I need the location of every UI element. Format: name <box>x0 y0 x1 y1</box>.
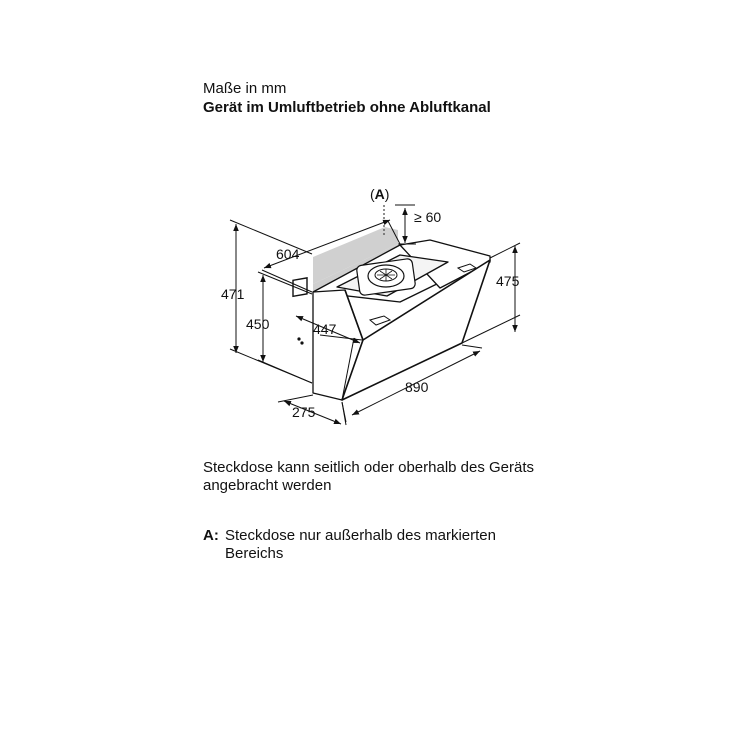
dimension-depth: 275 <box>292 404 316 420</box>
socket-placement-note: Steckdose kann seitlich oder oberhalb des Geräts angebracht werden <box>203 459 535 494</box>
dimension-socket-offset: 447 <box>313 321 337 337</box>
dimension-width-top: 604 <box>276 246 300 262</box>
units-subtitle: Maße in mm <box>203 80 287 97</box>
legend-text: Steckdose nur außerhalb des markierten Bereichs <box>225 527 496 562</box>
legend-key: A: <box>203 527 219 544</box>
dimension-total-height: 471 <box>221 286 245 302</box>
dimension-front-height: 475 <box>496 273 520 289</box>
dimension-clearance: ≥ 60 <box>414 209 442 225</box>
diagram-title: Gerät im Umluftbetrieb ohne Abluftkanal <box>203 99 491 116</box>
dimension-mount-height: 450 <box>246 316 270 332</box>
zone-a-label: (A) <box>370 186 390 202</box>
dimension-length: 890 <box>405 379 429 395</box>
socket-icon <box>293 278 307 345</box>
